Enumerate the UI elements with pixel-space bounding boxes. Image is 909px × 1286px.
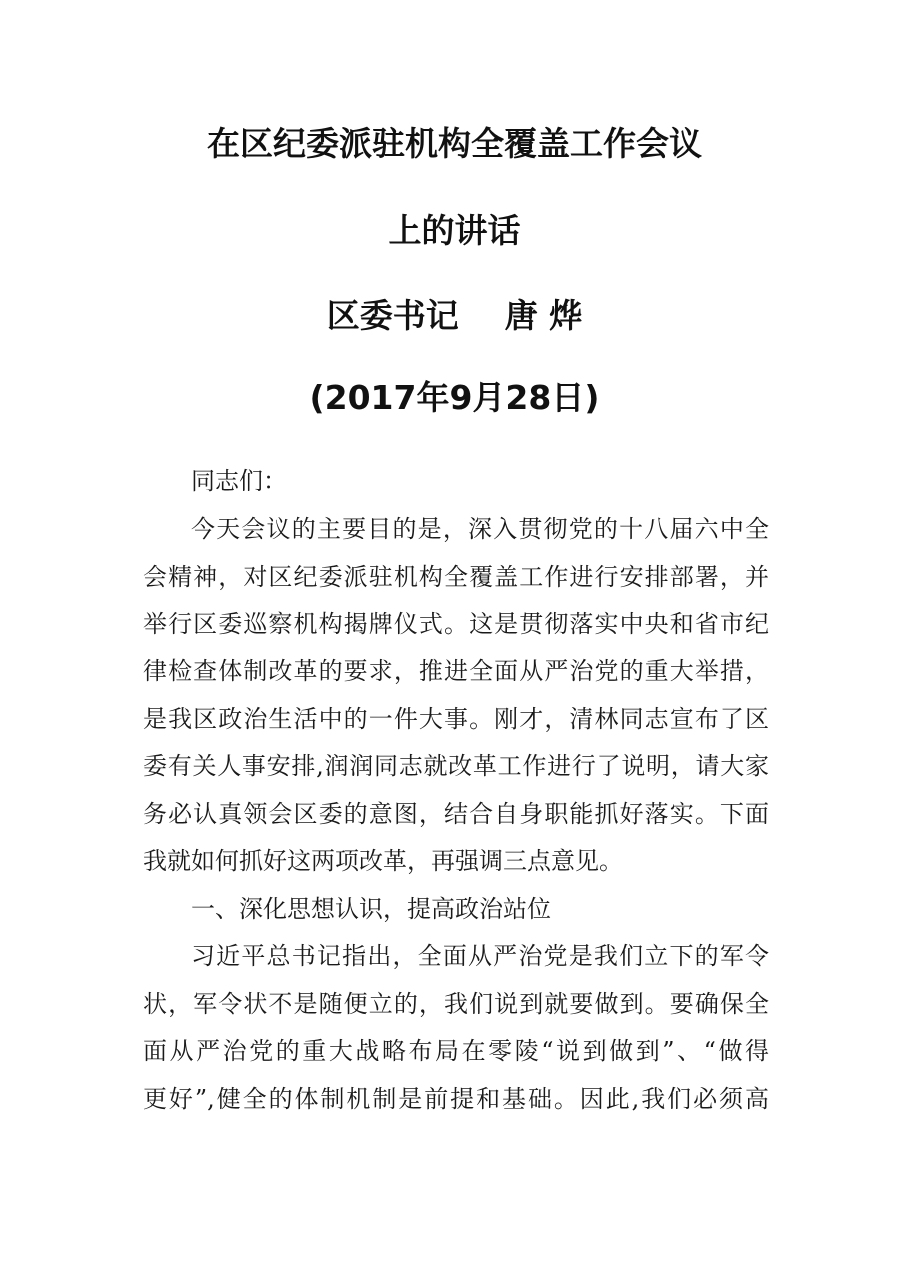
paragraph-1-line: 举行区委巡察机构揭牌仪式。这是贯彻落实中央和省市纪 — [143, 610, 769, 638]
speech-date: (2017年9月28日) — [309, 378, 600, 417]
paragraph-2-line: 习近平总书记指出，全面从严治党是我们立下的军令 — [191, 942, 769, 970]
paragraph-1-line: 会精神，对区纪委派驻机构全覆盖工作进行安排部署，并 — [143, 563, 769, 591]
section-heading-1: 一、深化思想认识，提高政治站位 — [191, 895, 551, 923]
salutation: 同志们： — [191, 467, 287, 495]
paragraph-1-line: 我就如何抓好这两项改革，再强调三点意见。 — [143, 847, 623, 875]
paragraph-2-line: 更好”,健全的体制机制是前提和基础。因此,我们必须高 — [143, 1085, 769, 1113]
paragraph-1-line: 务必认真领会区委的意图，结合自身职能抓好落实。下面 — [143, 800, 769, 828]
paragraph-1-line: 律检查体制改革的要求，推进全面从严治党的重大举措， — [143, 657, 769, 685]
paragraph-2-line: 状，军令状不是随便立的，我们说到就要做到。要确保全 — [143, 990, 769, 1018]
paragraph-1-line: 是我区政治生活中的一件大事。刚才，清林同志宣布了区 — [143, 705, 769, 733]
speech-title-line-1: 在区纪委派驻机构全覆盖工作会议 — [207, 124, 702, 163]
speech-title-line-2: 上的讲话 — [388, 211, 521, 250]
speaker-line: 区委书记 唐 烨 — [326, 296, 583, 335]
paragraph-1-line: 委有关人事安排,润润同志就改革工作进行了说明，请大家 — [143, 752, 769, 780]
paragraph-2-line: 面从严治党的重大战略布局在零陵“说到做到”、“做得 — [143, 1037, 769, 1065]
paragraph-1-line: 今天会议的主要目的是，深入贯彻党的十八届六中全 — [191, 515, 769, 543]
